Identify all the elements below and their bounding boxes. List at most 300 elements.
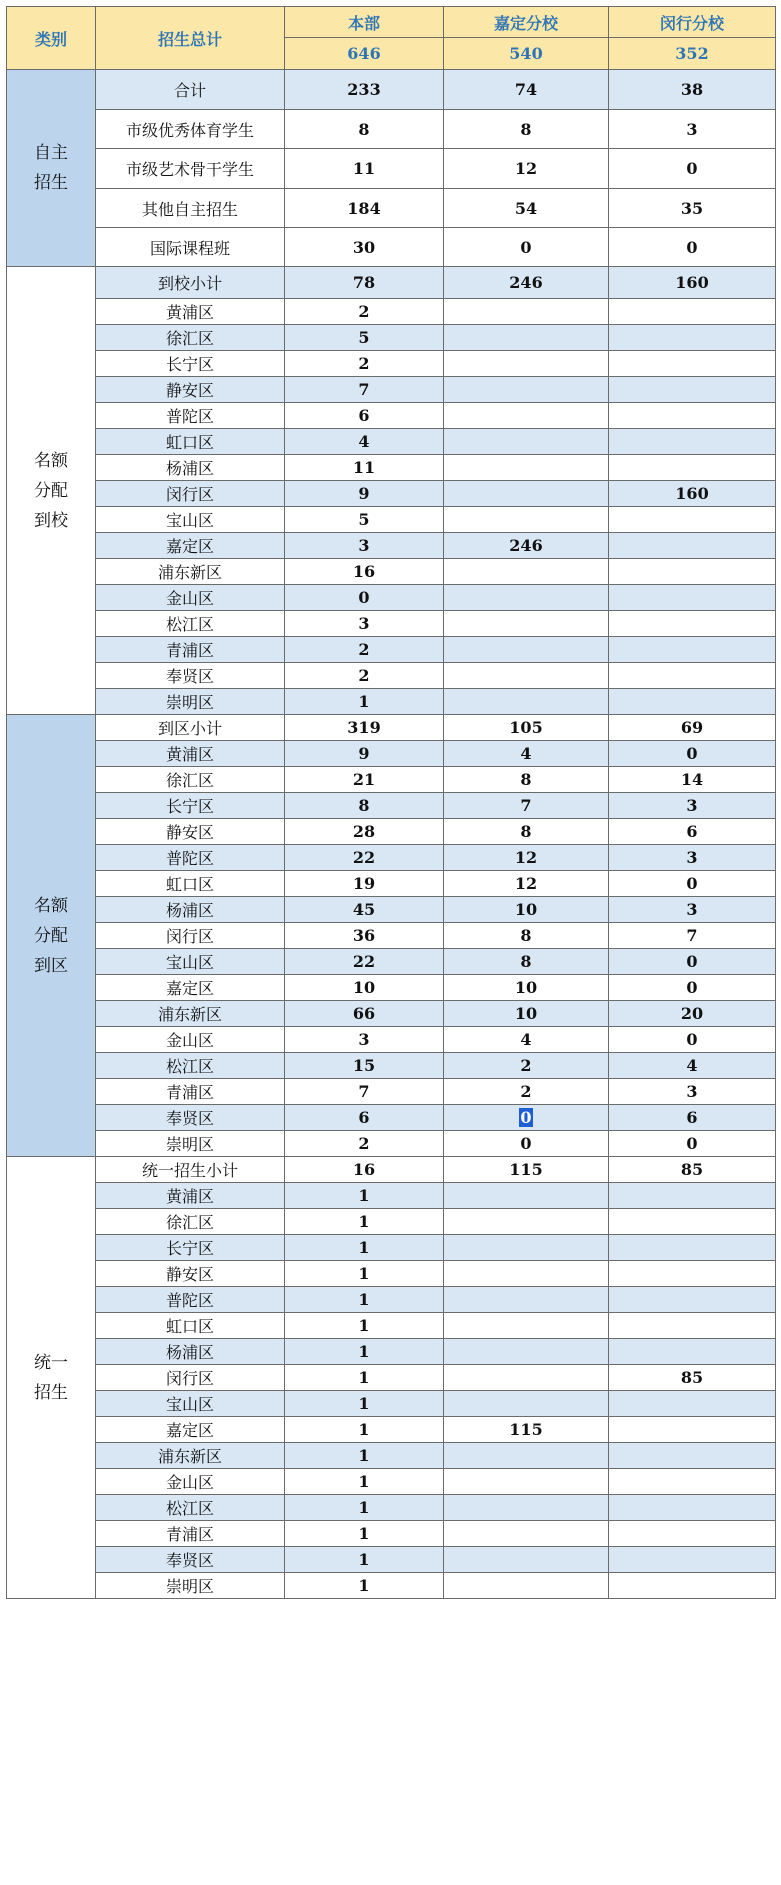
category-cell [7, 715, 96, 1157]
header-campus-count: 352 [609, 38, 776, 70]
table-row [7, 455, 776, 481]
value-cell[interactable]: 74 [444, 70, 609, 110]
row-label: 嘉定区 [96, 1417, 285, 1443]
row-label: 国际课程班 [96, 228, 285, 267]
table-row [7, 793, 776, 819]
value-cell[interactable]: 45 [285, 897, 444, 923]
row-label: 崇明区 [96, 1131, 285, 1157]
value-cell[interactable]: 10 [285, 975, 444, 1001]
value-cell[interactable]: 2 [285, 637, 444, 663]
row-label: 静安区 [96, 377, 285, 403]
value-cell[interactable] [609, 507, 776, 533]
value-cell[interactable]: 3 [609, 897, 776, 923]
value-cell[interactable]: 12 [444, 871, 609, 897]
row-label: 虹口区 [96, 429, 285, 455]
value-cell[interactable]: 69 [609, 715, 776, 741]
selected-text[interactable]: 0 [520, 1108, 532, 1127]
value-cell[interactable]: 1 [285, 1365, 444, 1391]
value-cell[interactable] [609, 1209, 776, 1235]
row-label: 松江区 [96, 1495, 285, 1521]
value-cell[interactable]: 2 [285, 299, 444, 325]
table-row [7, 767, 776, 793]
value-cell[interactable]: 115 [444, 1417, 609, 1443]
value-cell[interactable] [444, 611, 609, 637]
category-cell [7, 70, 96, 267]
row-label: 松江区 [96, 1053, 285, 1079]
value-cell[interactable] [609, 325, 776, 351]
value-cell[interactable]: 0 [609, 741, 776, 767]
value-cell[interactable]: 5 [285, 325, 444, 351]
row-label: 崇明区 [96, 689, 285, 715]
row-label: 合计 [96, 70, 285, 110]
table-row [7, 1157, 776, 1183]
row-label: 金山区 [96, 585, 285, 611]
value-cell[interactable]: 1 [285, 1235, 444, 1261]
table-row [7, 429, 776, 455]
row-label: 闵行区 [96, 1365, 285, 1391]
value-cell[interactable] [609, 663, 776, 689]
header-category: 类别 [7, 7, 96, 70]
value-cell[interactable]: 6 [285, 403, 444, 429]
value-cell[interactable]: 0 [444, 228, 609, 267]
row-label: 奉贤区 [96, 1547, 285, 1573]
row-label: 浦东新区 [96, 1443, 285, 1469]
value-cell[interactable]: 16 [285, 1157, 444, 1183]
table-row [7, 70, 776, 110]
table-row [7, 1495, 776, 1521]
row-label: 浦东新区 [96, 559, 285, 585]
value-cell[interactable]: 2 [285, 1131, 444, 1157]
value-cell[interactable]: 0 [609, 228, 776, 267]
value-cell[interactable] [609, 1391, 776, 1417]
value-cell[interactable]: 3 [285, 533, 444, 559]
table-row [7, 1313, 776, 1339]
value-cell[interactable] [609, 1547, 776, 1573]
row-label: 杨浦区 [96, 455, 285, 481]
row-label: 奉贤区 [96, 663, 285, 689]
value-cell[interactable]: 78 [285, 267, 444, 299]
table-row [7, 228, 776, 267]
row-label: 松江区 [96, 611, 285, 637]
value-cell[interactable]: 7 [285, 377, 444, 403]
value-cell[interactable] [444, 1209, 609, 1235]
value-cell[interactable]: 0 [609, 871, 776, 897]
value-cell[interactable] [444, 1495, 609, 1521]
value-cell[interactable] [609, 637, 776, 663]
value-cell[interactable]: 36 [285, 923, 444, 949]
row-label: 市级优秀体育学生 [96, 110, 285, 149]
value-cell[interactable] [444, 1287, 609, 1313]
value-cell[interactable]: 11 [285, 455, 444, 481]
row-label: 黄浦区 [96, 1183, 285, 1209]
value-cell[interactable]: 8 [444, 949, 609, 975]
value-cell[interactable]: 4 [285, 429, 444, 455]
row-label: 静安区 [96, 819, 285, 845]
row-label: 宝山区 [96, 1391, 285, 1417]
row-label: 奉贤区 [96, 1105, 285, 1131]
table-row [7, 1339, 776, 1365]
table-row [7, 1131, 776, 1157]
value-cell[interactable]: 4 [444, 741, 609, 767]
value-cell[interactable] [609, 377, 776, 403]
value-cell[interactable] [444, 1261, 609, 1287]
table-row [7, 715, 776, 741]
table-row [7, 1521, 776, 1547]
row-label: 浦东新区 [96, 1001, 285, 1027]
value-cell[interactable]: 7 [609, 923, 776, 949]
value-cell[interactable]: 6 [609, 1105, 776, 1131]
value-cell[interactable] [444, 325, 609, 351]
table-row [7, 1573, 776, 1599]
table-row [7, 637, 776, 663]
value-cell[interactable]: 8 [285, 793, 444, 819]
value-cell[interactable]: 85 [609, 1365, 776, 1391]
value-cell[interactable] [609, 1235, 776, 1261]
value-cell[interactable] [444, 1573, 609, 1599]
value-cell[interactable] [609, 455, 776, 481]
row-label: 长宁区 [96, 793, 285, 819]
value-cell[interactable]: 6 [285, 1105, 444, 1131]
value-cell[interactable]: 2 [444, 1079, 609, 1105]
value-cell[interactable] [444, 663, 609, 689]
value-cell[interactable]: 22 [285, 949, 444, 975]
value-cell[interactable]: 8 [444, 819, 609, 845]
value-cell[interactable] [444, 455, 609, 481]
row-label: 到校小计 [96, 267, 285, 299]
table-row [7, 871, 776, 897]
table-row [7, 377, 776, 403]
row-label: 普陀区 [96, 403, 285, 429]
value-cell[interactable]: 115 [444, 1157, 609, 1183]
row-label: 宝山区 [96, 507, 285, 533]
value-cell[interactable] [444, 1105, 609, 1131]
value-cell[interactable]: 0 [609, 1027, 776, 1053]
table-row [7, 1105, 776, 1131]
value-cell[interactable] [444, 429, 609, 455]
table-row [7, 1417, 776, 1443]
category-line: 到校 [34, 510, 68, 531]
table-row [7, 533, 776, 559]
table-row [7, 1235, 776, 1261]
value-cell[interactable] [444, 1339, 609, 1365]
value-cell[interactable]: 319 [285, 715, 444, 741]
value-cell[interactable]: 1 [285, 1261, 444, 1287]
value-cell[interactable] [444, 299, 609, 325]
value-cell[interactable]: 5 [285, 507, 444, 533]
value-cell[interactable]: 4 [444, 1027, 609, 1053]
value-cell[interactable] [609, 585, 776, 611]
value-cell[interactable] [609, 611, 776, 637]
value-cell[interactable] [609, 1521, 776, 1547]
value-cell[interactable]: 246 [444, 267, 609, 299]
table-row [7, 1053, 776, 1079]
value-cell[interactable]: 1 [285, 1417, 444, 1443]
value-cell[interactable] [609, 299, 776, 325]
table-row [7, 481, 776, 507]
value-cell[interactable]: 1 [285, 1443, 444, 1469]
row-label: 嘉定区 [96, 533, 285, 559]
value-cell[interactable] [444, 351, 609, 377]
row-label: 闵行区 [96, 481, 285, 507]
value-cell[interactable] [609, 1183, 776, 1209]
table-row [7, 741, 776, 767]
value-cell[interactable]: 3 [285, 1027, 444, 1053]
value-cell[interactable]: 233 [285, 70, 444, 110]
value-cell[interactable]: 8 [285, 110, 444, 149]
value-cell[interactable]: 0 [285, 585, 444, 611]
value-cell[interactable]: 246 [444, 533, 609, 559]
row-label: 虹口区 [96, 1313, 285, 1339]
row-label: 其他自主招生 [96, 189, 285, 228]
table-row [7, 1547, 776, 1573]
value-cell[interactable]: 11 [285, 149, 444, 189]
value-cell[interactable] [444, 507, 609, 533]
table-row [7, 110, 776, 149]
value-cell[interactable]: 1 [285, 1313, 444, 1339]
header-campus-name: 闵行分校 [609, 7, 776, 38]
value-cell[interactable]: 10 [444, 897, 609, 923]
value-cell[interactable]: 16 [285, 559, 444, 585]
value-cell[interactable]: 4 [609, 1053, 776, 1079]
row-label: 青浦区 [96, 1079, 285, 1105]
row-label: 宝山区 [96, 949, 285, 975]
value-cell[interactable]: 1 [285, 1521, 444, 1547]
table-row [7, 845, 776, 871]
category-line: 招生 [34, 1382, 68, 1403]
table-row [7, 1261, 776, 1287]
category-cell [7, 1157, 96, 1599]
table-row [7, 267, 776, 299]
table-row [7, 149, 776, 189]
value-cell[interactable]: 0 [609, 949, 776, 975]
value-cell[interactable] [609, 1417, 776, 1443]
value-cell[interactable] [609, 1339, 776, 1365]
value-cell[interactable]: 1 [285, 1391, 444, 1417]
row-label: 金山区 [96, 1027, 285, 1053]
value-cell[interactable]: 9 [285, 481, 444, 507]
row-label: 杨浦区 [96, 1339, 285, 1365]
row-label: 虹口区 [96, 871, 285, 897]
table-row [7, 585, 776, 611]
value-cell[interactable] [609, 1313, 776, 1339]
table-row [7, 559, 776, 585]
table-row [7, 1443, 776, 1469]
value-cell[interactable]: 8 [444, 923, 609, 949]
value-cell[interactable]: 3 [609, 845, 776, 871]
row-label: 徐汇区 [96, 325, 285, 351]
value-cell[interactable]: 20 [609, 1001, 776, 1027]
table-row [7, 689, 776, 715]
table-row [7, 1391, 776, 1417]
value-cell[interactable]: 28 [285, 819, 444, 845]
table-row [7, 611, 776, 637]
value-cell[interactable]: 8 [444, 110, 609, 149]
value-cell[interactable]: 1 [285, 1469, 444, 1495]
value-cell[interactable]: 8 [444, 767, 609, 793]
value-cell[interactable] [444, 1469, 609, 1495]
table-row [7, 299, 776, 325]
value-cell[interactable] [609, 1261, 776, 1287]
category-line: 统一 [34, 1352, 68, 1373]
row-label: 青浦区 [96, 637, 285, 663]
row-label: 金山区 [96, 1469, 285, 1495]
value-cell[interactable]: 12 [444, 845, 609, 871]
value-cell[interactable]: 1 [285, 1183, 444, 1209]
value-cell[interactable]: 1 [285, 1573, 444, 1599]
category-line: 分配 [34, 480, 68, 501]
header-total: 招生总计 [96, 7, 285, 70]
value-cell[interactable]: 2 [444, 1053, 609, 1079]
value-cell[interactable] [609, 1443, 776, 1469]
value-cell[interactable]: 21 [285, 767, 444, 793]
value-cell[interactable] [444, 689, 609, 715]
value-cell[interactable]: 2 [285, 663, 444, 689]
category-line: 名额 [34, 895, 68, 916]
value-cell[interactable]: 105 [444, 715, 609, 741]
category-line: 自主 [34, 143, 68, 163]
row-label: 长宁区 [96, 351, 285, 377]
header-campus-name: 本部 [285, 7, 444, 38]
row-label: 青浦区 [96, 1521, 285, 1547]
table-row [7, 819, 776, 845]
table-row [7, 1469, 776, 1495]
value-cell[interactable]: 160 [609, 267, 776, 299]
value-cell[interactable]: 14 [609, 767, 776, 793]
value-cell[interactable] [609, 1573, 776, 1599]
category-cell [7, 267, 96, 715]
value-cell[interactable]: 66 [285, 1001, 444, 1027]
value-cell[interactable]: 0 [609, 149, 776, 189]
value-cell[interactable]: 0 [444, 1131, 609, 1157]
table-row [7, 663, 776, 689]
table-row [7, 1209, 776, 1235]
value-cell[interactable] [609, 429, 776, 455]
row-label: 普陀区 [96, 845, 285, 871]
row-label: 杨浦区 [96, 897, 285, 923]
value-cell[interactable] [444, 1391, 609, 1417]
value-cell[interactable]: 3 [609, 1079, 776, 1105]
row-label: 嘉定区 [96, 975, 285, 1001]
row-label: 崇明区 [96, 1573, 285, 1599]
value-cell[interactable]: 12 [444, 149, 609, 189]
value-cell[interactable] [444, 1547, 609, 1573]
table-row [7, 403, 776, 429]
table-row [7, 507, 776, 533]
table-row [7, 1079, 776, 1105]
value-cell[interactable] [444, 637, 609, 663]
value-cell[interactable]: 1 [285, 1547, 444, 1573]
row-label: 静安区 [96, 1261, 285, 1287]
value-cell[interactable] [609, 1469, 776, 1495]
value-cell[interactable]: 1 [285, 1495, 444, 1521]
value-cell[interactable]: 10 [444, 975, 609, 1001]
category-line: 到区 [34, 955, 68, 976]
table-row [7, 325, 776, 351]
value-cell[interactable]: 22 [285, 845, 444, 871]
category-line: 招生 [34, 173, 68, 193]
table-row [7, 189, 776, 228]
value-cell[interactable] [609, 351, 776, 377]
value-cell[interactable]: 7 [285, 1079, 444, 1105]
value-cell[interactable] [444, 1313, 609, 1339]
value-cell[interactable]: 1 [285, 1287, 444, 1313]
value-cell[interactable] [444, 1443, 609, 1469]
row-label: 徐汇区 [96, 767, 285, 793]
category-line: 名额 [34, 450, 68, 471]
value-cell[interactable]: 3 [609, 110, 776, 149]
value-cell[interactable] [609, 1495, 776, 1521]
table-row [7, 1365, 776, 1391]
value-cell[interactable] [444, 559, 609, 585]
value-cell[interactable]: 1 [285, 1209, 444, 1235]
value-cell[interactable]: 184 [285, 189, 444, 228]
value-cell[interactable]: 3 [285, 611, 444, 637]
value-cell[interactable] [444, 585, 609, 611]
row-label: 到区小计 [96, 715, 285, 741]
category-line: 分配 [34, 925, 68, 946]
header-row-campus [7, 7, 776, 38]
value-cell[interactable]: 2 [285, 351, 444, 377]
value-cell[interactable]: 1 [285, 689, 444, 715]
value-cell[interactable]: 160 [609, 481, 776, 507]
enrollment-table [6, 6, 776, 1599]
table-row [7, 1027, 776, 1053]
value-cell[interactable]: 54 [444, 189, 609, 228]
row-label: 统一招生小计 [96, 1157, 285, 1183]
table-row [7, 1001, 776, 1027]
value-cell[interactable]: 15 [285, 1053, 444, 1079]
value-cell[interactable] [609, 533, 776, 559]
header-campus-count: 646 [285, 38, 444, 70]
value-cell[interactable]: 6 [609, 819, 776, 845]
value-cell[interactable]: 7 [444, 793, 609, 819]
value-cell[interactable]: 9 [285, 741, 444, 767]
value-cell[interactable]: 38 [609, 70, 776, 110]
value-cell[interactable]: 0 [609, 1131, 776, 1157]
row-label: 长宁区 [96, 1235, 285, 1261]
table-row [7, 897, 776, 923]
value-cell[interactable]: 3 [609, 793, 776, 819]
row-label: 市级艺术骨干学生 [96, 149, 285, 189]
value-cell[interactable] [444, 1235, 609, 1261]
table-row [7, 351, 776, 377]
value-cell[interactable]: 0 [609, 975, 776, 1001]
table-row [7, 975, 776, 1001]
value-cell[interactable] [609, 1287, 776, 1313]
value-cell[interactable] [444, 1183, 609, 1209]
row-label: 普陀区 [96, 1287, 285, 1313]
value-cell[interactable]: 19 [285, 871, 444, 897]
value-cell[interactable]: 10 [444, 1001, 609, 1027]
row-label: 黄浦区 [96, 741, 285, 767]
header-campus-count: 540 [444, 38, 609, 70]
table-row [7, 923, 776, 949]
value-cell[interactable] [444, 1521, 609, 1547]
row-label: 徐汇区 [96, 1209, 285, 1235]
value-cell[interactable] [444, 481, 609, 507]
value-cell[interactable] [444, 403, 609, 429]
value-cell[interactable] [609, 403, 776, 429]
value-cell[interactable] [444, 1365, 609, 1391]
value-cell[interactable]: 35 [609, 189, 776, 228]
value-cell[interactable] [609, 689, 776, 715]
value-cell[interactable] [609, 559, 776, 585]
value-cell[interactable]: 1 [285, 1339, 444, 1365]
value-cell[interactable] [444, 377, 609, 403]
value-cell[interactable]: 30 [285, 228, 444, 267]
value-cell[interactable]: 85 [609, 1157, 776, 1183]
row-label: 黄浦区 [96, 299, 285, 325]
